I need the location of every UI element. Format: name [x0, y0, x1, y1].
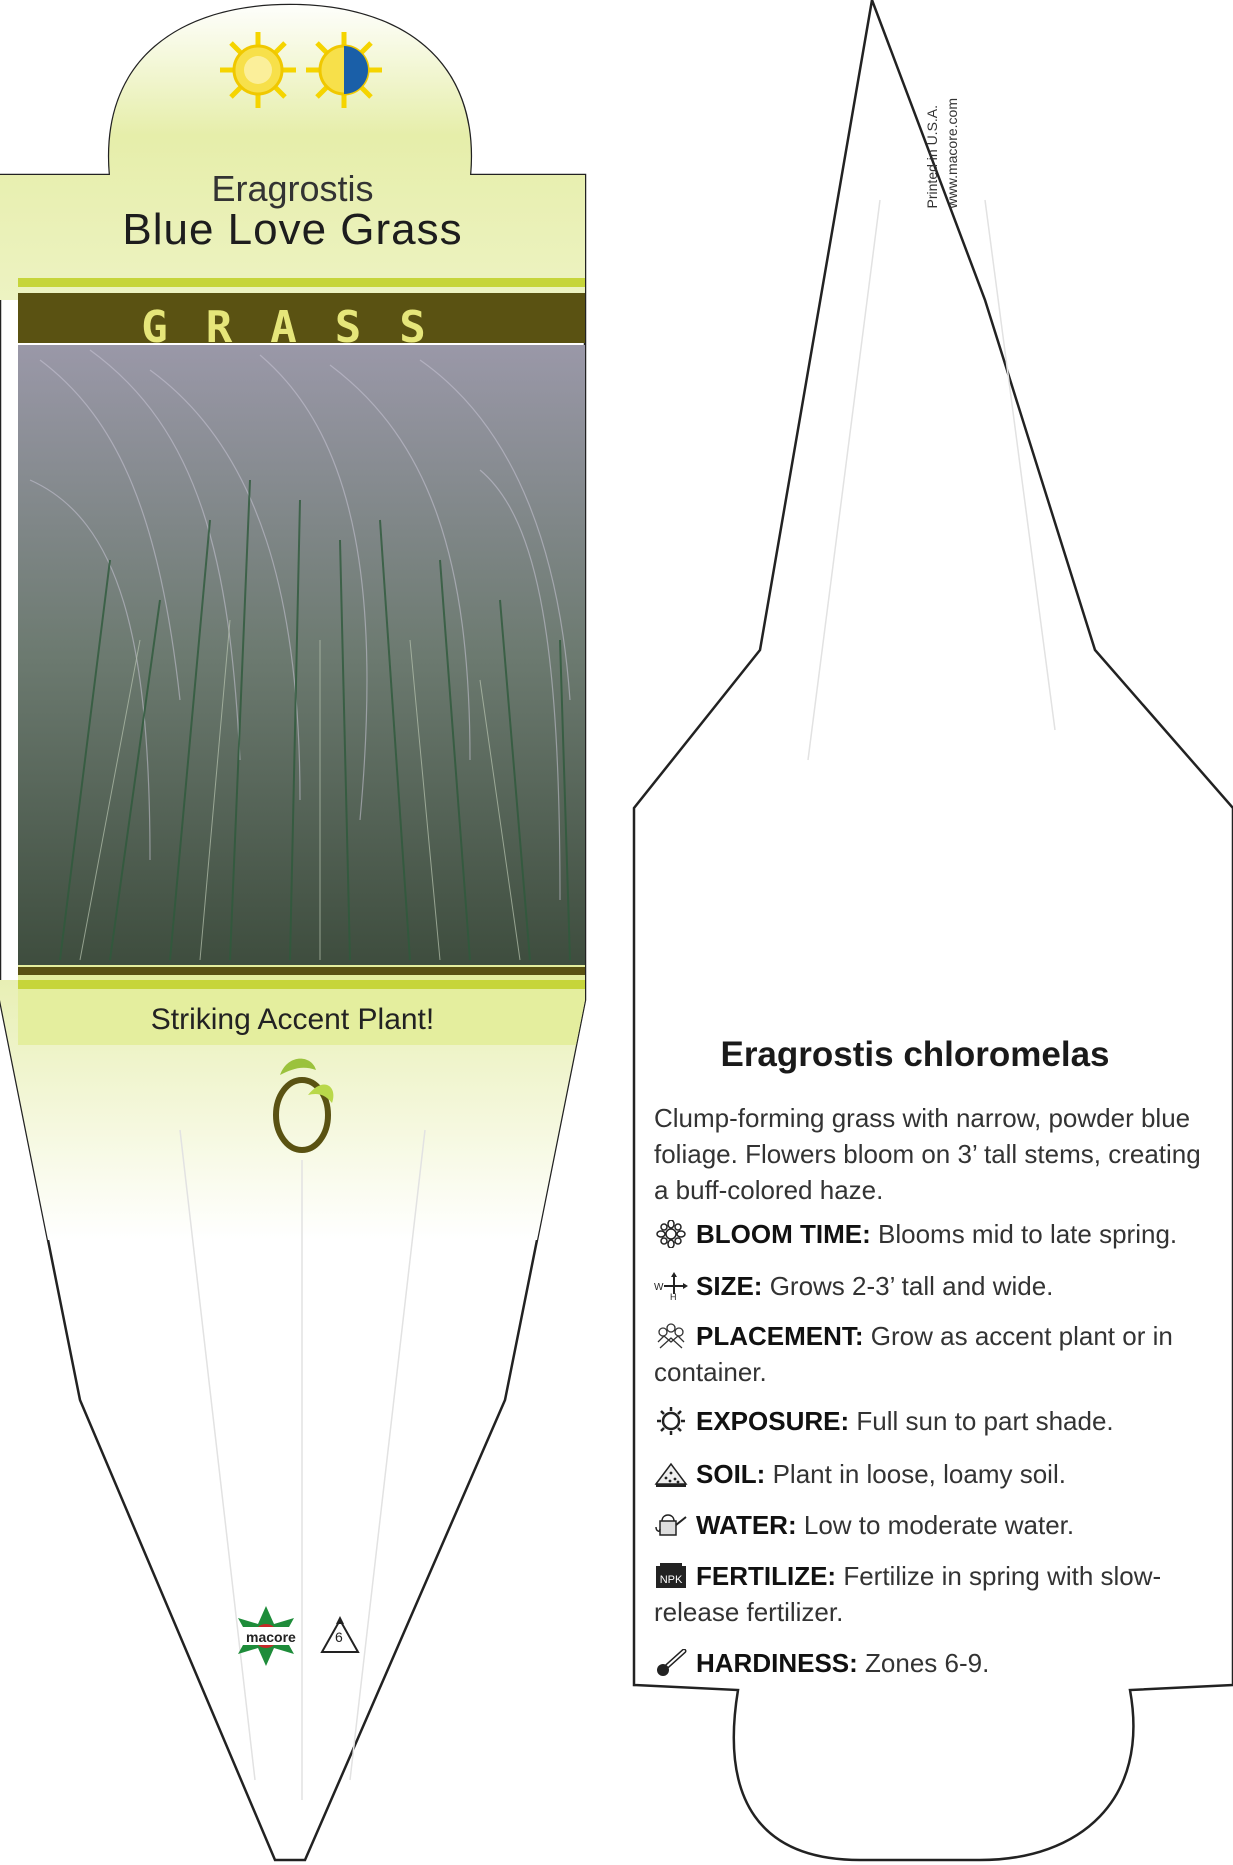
printed-info — [922, 98, 962, 208]
soil-icon — [654, 1460, 688, 1488]
text-placement: Grow as accent plant or in container. — [654, 1321, 1173, 1387]
label-exposure: EXPOSURE: — [696, 1406, 850, 1436]
description: Clump-forming grass with narrow, powder blue foliage. Flowers bloom on 3’ tall stems, creating a buff-colored haze. — [654, 1103, 1201, 1205]
category-label: GRASS — [141, 302, 464, 353]
scientific-name: Eragrostis chloromelas — [720, 1035, 1110, 1074]
label-hardiness: HARDINESS: — [696, 1648, 858, 1678]
band-dark-bottom — [18, 967, 585, 975]
attr-placement — [654, 1318, 1214, 1390]
text-exposure: Full sun to part shade. — [856, 1406, 1114, 1436]
text-water: Low to moderate water. — [803, 1510, 1075, 1540]
full-sun-icon — [220, 32, 296, 108]
attr-size — [654, 1268, 1214, 1304]
text-size: Grows 2-3’ tall and wide. — [769, 1271, 1054, 1301]
attr-exposure — [654, 1403, 1214, 1439]
watering-can-icon — [654, 1511, 688, 1539]
grass-photo — [18, 345, 585, 965]
website: www.macore.com — [944, 98, 960, 209]
part-shade-icon — [306, 32, 382, 108]
label-fertilize: FERTILIZE: — [696, 1561, 837, 1591]
tagline: Striking Accent Plant! — [150, 1003, 435, 1036]
thermometer-icon — [654, 1649, 688, 1677]
text-fertilize: Fertilize in spring with slow-release fertilizer. — [654, 1561, 1162, 1627]
fertilizer-icon — [654, 1562, 688, 1590]
label-water: WATER: — [696, 1510, 797, 1540]
attr-soil — [654, 1456, 1214, 1492]
sun-icon — [654, 1407, 688, 1435]
attr-bloom-time — [654, 1216, 1214, 1252]
genus-name: Eragrostis — [211, 168, 374, 209]
text-bloom-time: Blooms mid to late spring. — [878, 1219, 1178, 1249]
label-size: SIZE: — [696, 1271, 763, 1301]
common-name: Blue Love Grass — [122, 205, 463, 254]
flower-icon — [654, 1220, 688, 1248]
text-hardiness: Zones 6-9. — [865, 1648, 990, 1678]
attr-hardiness — [654, 1645, 1214, 1681]
front-tag — [0, 0, 585, 1860]
size-icon-w: W — [654, 1282, 664, 1293]
label-soil: SOIL: — [696, 1459, 766, 1489]
attr-fertilize — [654, 1558, 1214, 1630]
placement-icon — [654, 1322, 688, 1350]
text-soil: Plant in loose, loamy soil. — [772, 1459, 1066, 1489]
attr-water — [654, 1507, 1214, 1543]
printed-location: Printed in U.S.A. — [924, 104, 940, 209]
label-bloom-time: BLOOM TIME: — [696, 1219, 871, 1249]
fertilizer-icon-text: NPK — [659, 1574, 683, 1586]
size-icon — [654, 1272, 688, 1300]
brand-name: macore — [246, 1629, 296, 1645]
recycle-code: 6 — [335, 1629, 343, 1645]
band-light-bottom — [18, 980, 585, 989]
label-placement: PLACEMENT: — [696, 1321, 864, 1351]
size-icon-h: H — [670, 1292, 677, 1300]
band-light-top — [18, 278, 585, 287]
